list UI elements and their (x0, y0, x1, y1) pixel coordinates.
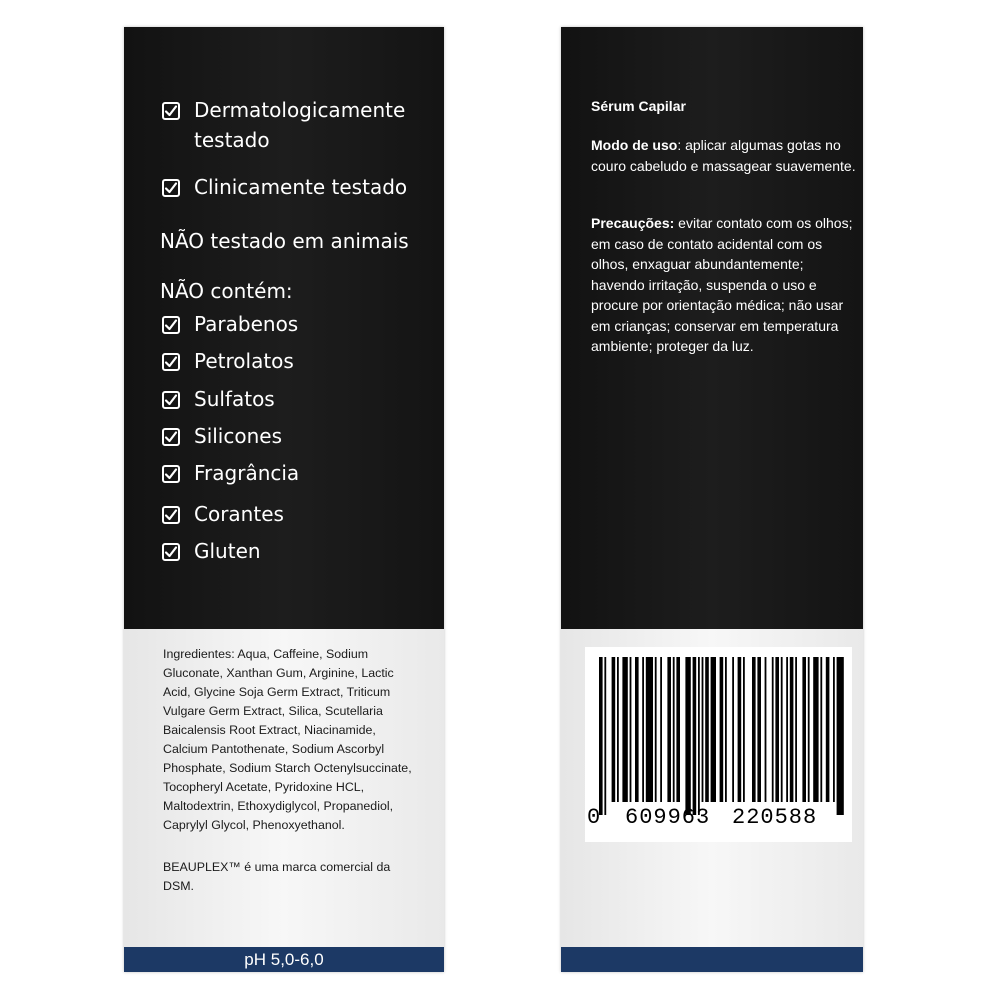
trademark-text: BEAUPLEX™ é uma marca comercial da DSM. (163, 860, 391, 893)
not-tested-on-animals: NÃO testado em animais (160, 229, 409, 253)
not-contains-item (162, 458, 299, 488)
not-contains-label: Silicones (194, 424, 282, 448)
left-dark-section (124, 27, 444, 629)
not-contains-label: Sulfatos (194, 387, 275, 411)
barcode-bar (790, 657, 794, 802)
usage-label: Modo de uso (591, 137, 678, 153)
right-light-section (561, 629, 863, 947)
checkbox-icon (162, 391, 180, 409)
ph-label: pH 5,0-6,0 (244, 949, 324, 969)
barcode-bar (757, 657, 761, 802)
barcode-right-group: 220588 (732, 805, 818, 830)
not-contains-heading: NÃO contém: (160, 279, 293, 303)
checkbox-icon (162, 102, 180, 120)
barcode-bar (673, 657, 675, 802)
barcode-bar (775, 657, 779, 802)
barcode-left-group: 609963 (625, 805, 711, 830)
not-contains-item (162, 536, 261, 566)
barcode-bar (642, 657, 644, 802)
right-dark-section (561, 27, 863, 629)
barcode-bar (837, 657, 844, 815)
barcode-first-digit: 0 (587, 805, 601, 830)
barcode-bar (725, 657, 727, 802)
barcode-bar (720, 657, 724, 802)
barcode-bar (622, 657, 627, 802)
checkbox-icon (162, 316, 180, 334)
left-box-panel (124, 27, 444, 972)
not-contains-item (162, 309, 298, 339)
barcode-bar (738, 657, 742, 802)
precautions (591, 213, 856, 357)
barcode-bar (813, 657, 818, 802)
check-item-dermatologically-tested (162, 95, 405, 155)
barcode-bar (693, 657, 697, 815)
checkbox-icon (162, 506, 180, 524)
check-label: Dermatologicamente (194, 98, 406, 122)
barcode-bar (833, 657, 835, 802)
not-contains-item (162, 421, 282, 451)
barcode-bar (808, 657, 810, 802)
barcode-bar (705, 657, 709, 802)
barcode-bar (820, 657, 822, 802)
barcode-digits (585, 805, 852, 835)
barcode-bar (765, 657, 767, 802)
barcode-bar (702, 657, 704, 802)
not-contains-item (162, 346, 294, 376)
barcode-bar (732, 657, 734, 802)
not-contains-label: Petrolatos (194, 349, 294, 373)
left-light-section (124, 629, 444, 947)
barcode-bar (630, 657, 632, 802)
barcode-bar (685, 657, 690, 815)
barcode-bar (772, 657, 774, 802)
usage-text: : aplicar algumas gotas no couro cabeludo e massagear suavemente. (591, 137, 856, 174)
not-contains-label: Parabenos (194, 312, 299, 336)
barcode-bar (635, 657, 639, 802)
barcode-bar (826, 657, 830, 802)
barcode-bar (698, 657, 700, 815)
barcode-bar (667, 657, 671, 802)
barcode-bar (786, 657, 788, 802)
barcode-bar (743, 657, 745, 802)
barcode-bar (646, 657, 653, 802)
product-title: Sérum Capilar (591, 98, 686, 114)
checkbox-icon (162, 465, 180, 483)
usage-instructions (591, 135, 856, 176)
precautions-text: evitar contato com os olhos; em caso de contato acidental com os olhos, enxaguar abundantemente; havendo irritação, suspenda o uso e procure por orientação médica; não usar em crianças; conservar em temperatura ambiente; proteger da luz. (591, 215, 853, 354)
barcode-bar (795, 657, 797, 802)
barcode-bar (660, 657, 662, 802)
barcode-bar (655, 657, 657, 802)
not-contains-label: Gluten (194, 539, 261, 563)
right-box-panel (561, 27, 863, 972)
check-label: testado (194, 128, 270, 152)
barcode-bar (604, 657, 606, 815)
check-label: Clinicamente testado (194, 175, 408, 199)
not-contains-label: Corantes (194, 502, 284, 526)
checkbox-icon (162, 428, 180, 446)
barcode-bar (781, 657, 783, 802)
not-contains-label: Fragrância (194, 461, 300, 485)
barcode-bar (711, 657, 716, 802)
precautions-label: Precauções: (591, 215, 675, 231)
barcode-bar (752, 657, 756, 802)
right-blue-stripe (561, 947, 863, 972)
barcode-bar (612, 657, 616, 802)
barcode (585, 647, 852, 842)
barcode-bar (676, 657, 680, 802)
ingredients-text: Ingredientes: Aqua, Caffeine, Sodium Gluconate, Xanthan Gum, Arginine, Lactic Acid, Glycine Soja Germ Extract, Triticum Vulgare Germ Extract, Silica, Scutellaria Baicalensis Root Extract, Niacinamide, Calcium Pantothenate, Sodium Ascorbyl Phosphate, Sodium Starch Octenylsuccinate, Tocopheryl Acetate, Pyridoxine HCL, Maltodextrin, Ethoxydiglycol, Propanediol, Caprylyl Glycol, Phenoxyethanol. (163, 647, 412, 832)
not-contains-item (162, 384, 275, 414)
checkbox-icon (162, 543, 180, 561)
check-item-clinically-tested (162, 172, 407, 202)
left-blue-stripe (124, 947, 444, 972)
barcode-bar (617, 657, 619, 802)
checkbox-icon (162, 353, 180, 371)
barcode-bar (802, 657, 806, 802)
checkbox-icon (162, 179, 180, 197)
barcode-bar (599, 657, 603, 815)
not-contains-item (162, 499, 284, 529)
